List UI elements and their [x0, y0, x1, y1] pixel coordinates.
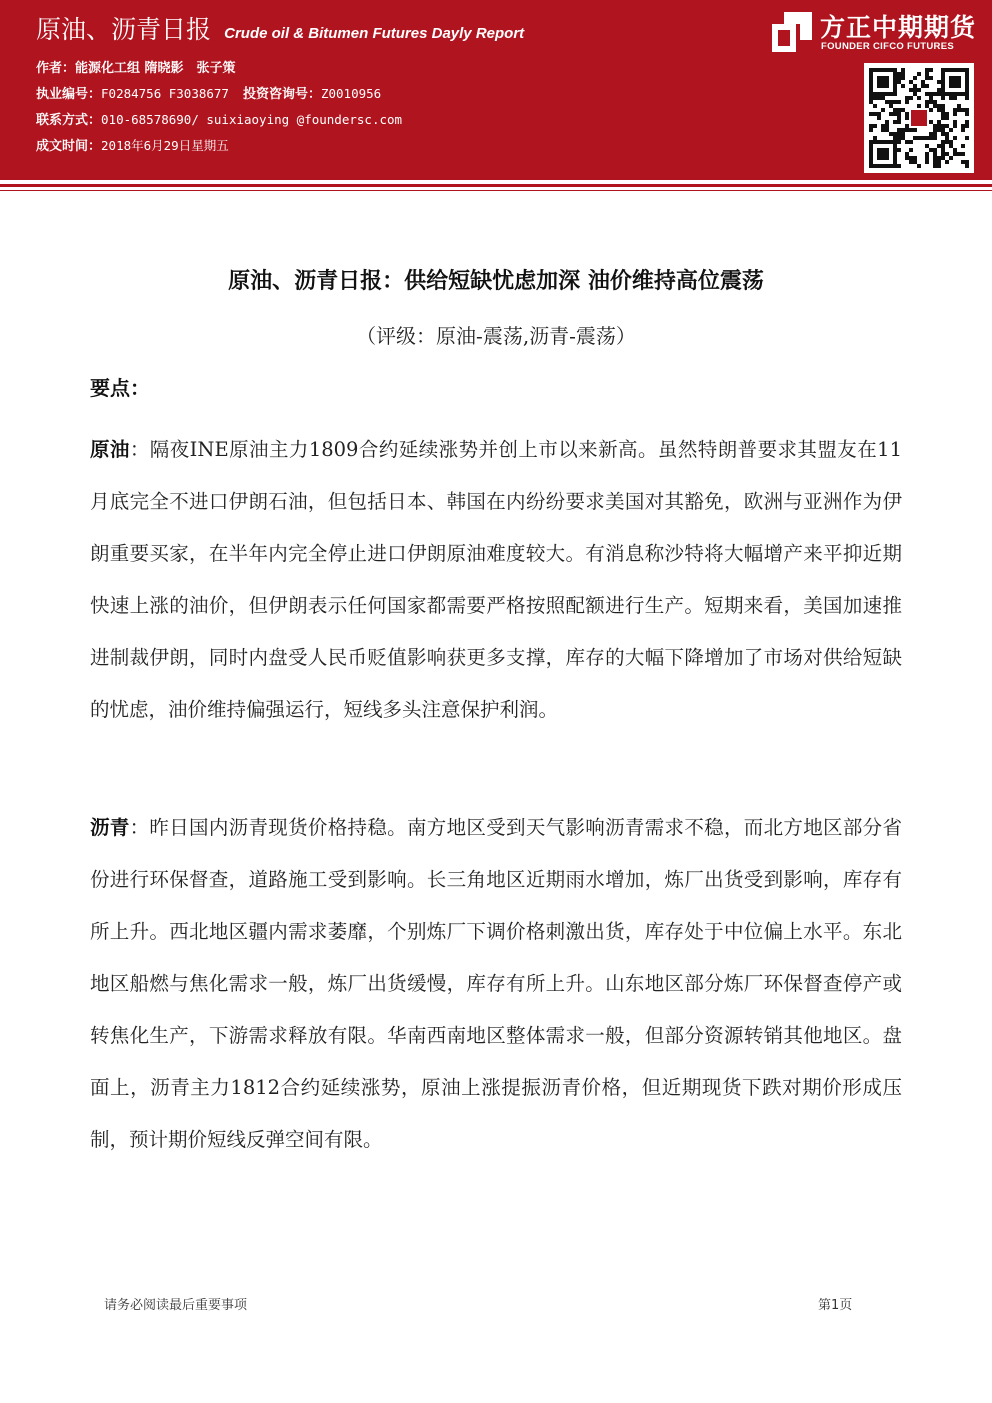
contact-label: 联系方式：: [36, 113, 102, 128]
brand-name-cn: 方正中期期货: [820, 13, 977, 42]
header-divider-thin: [0, 190, 992, 191]
report-title-cn: 原油、沥青日报: [36, 15, 212, 44]
contact-value: 010-68578690/ suixiaoying @foundersc.com: [101, 112, 403, 127]
contact-line: [36, 109, 402, 128]
page-number: 第1页: [818, 1298, 853, 1313]
license-label: 执业编号：: [36, 87, 102, 102]
bitumen-lead: 沥青: [90, 816, 130, 839]
founder-logo: [770, 8, 985, 56]
document-rating: （评级：原油-震荡,沥青-震荡）: [356, 324, 636, 348]
qr-code-icon: [864, 63, 974, 173]
founder-logo-icon: [770, 10, 814, 54]
crude-oil-lead: 原油: [90, 438, 130, 461]
crude-oil-paragraph: [90, 424, 902, 736]
bitumen-paragraph: [90, 802, 902, 1166]
date-value: 2018年6月29日星期五: [101, 138, 229, 153]
author-value: 能源化工组 隋晓影 张子策: [75, 61, 236, 76]
footer-notice: 请务必阅读最后重要事项: [104, 1298, 248, 1313]
author-line: [36, 57, 236, 76]
date-line: [36, 135, 229, 154]
bitumen-text: ：昨日国内沥青现货价格持稳。南方地区受到天气影响沥青需求不稳，而北方地区部分省份进行环保督查，道路施工受到影响。长三角地区近期雨水增加，炼厂出货受到影响，库存有所上升。西北地区疆内需求萎靡，个别炼厂下调价格刺激出货，库存处于中位偏上水平。东北地区船燃与焦化需求一般，炼厂出货缓慢，库存有所上升。山东地区部分炼厂环保督查停产或转焦化生产，下游需求释放有限。华南西南地区整体需求一般，但部分资源转销其他地区。盘面上，沥青主力1812合约延续涨势，原油上涨提振沥青价格，但近期现货下跌对期价形成压制，预计期价短线反弹空间有限。: [90, 816, 902, 1151]
key-points-heading: 要点：: [90, 376, 150, 400]
advisory-value: Z0010956: [320, 86, 382, 101]
report-title: [36, 10, 524, 46]
license-line: [36, 83, 381, 102]
date-label: 成文时间：: [36, 139, 102, 154]
license-value: F0284756 F3038677: [101, 86, 229, 101]
report-title-en: Crude oil & Bitumen Futures Dayly Report: [224, 25, 525, 42]
brand-name-en: FOUNDER CIFCO FUTURES: [821, 41, 954, 52]
document-title: 原油、沥青日报：供给短缺忧虑加深 油价维持高位震荡: [228, 269, 764, 294]
author-label: 作者：: [36, 61, 76, 76]
crude-oil-text: ：隔夜INE原油主力1809合约延续涨势并创上市以来新高。虽然特朗普要求其盟友在11月底完全不进口伊朗石油，但包括日本、韩国在内纷纷要求美国对其豁免，欧洲与亚洲作为伊朗重要买家，在半年内完全停止进口伊朗原油难度较大。有消息称沙特将大幅增产来平抑近期快速上涨的油价，但伊朗表示任何国家都需要严格按照配额进行生产。短期来看，美国加速推进制裁伊朗，同时内盘受人民币贬值影响获更多支撑，库存的大幅下降增加了市场对供给短缺的忧虑，油价维持偏强运行，短线多头注意保护利润。: [90, 438, 902, 721]
header-divider: [0, 184, 992, 187]
advisory-label: 投资咨询号：: [242, 87, 321, 102]
